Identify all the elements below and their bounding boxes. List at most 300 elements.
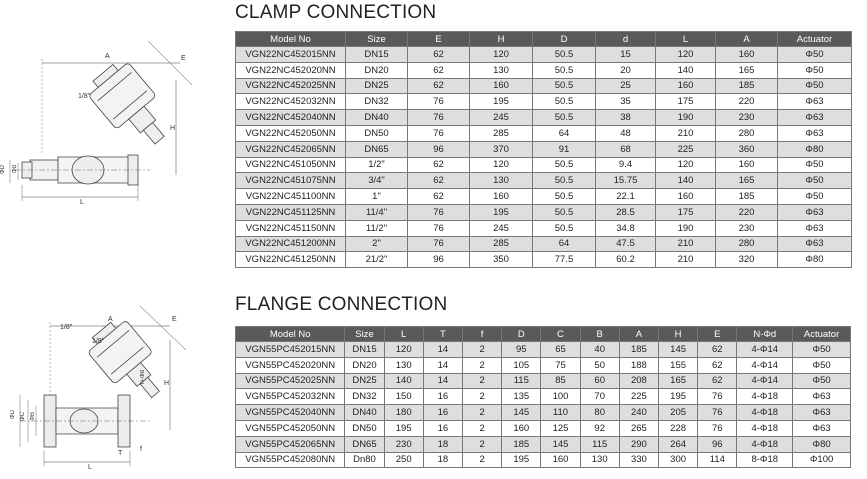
table-cell: 25 [596,78,656,94]
clamp-dim-d-outer: ΦD [0,165,6,175]
column-header: C [541,327,580,342]
table-cell: 50.5 [533,189,596,205]
table-cell: 195 [470,94,533,110]
table-cell: 165 [659,373,698,389]
table-cell: VGN55PC452040NN [236,405,345,421]
table-cell: 1" [346,189,408,205]
table-row [236,420,851,436]
column-header: D [533,32,596,47]
table-row [236,405,851,421]
table-cell: 165 [716,173,778,189]
table-cell: 16 [423,420,462,436]
table-cell: Φ63 [793,389,851,405]
table-cell: 210 [656,252,716,268]
table-cell: DN50 [345,420,384,436]
table-cell: 95 [502,342,541,358]
table-cell: 50.5 [533,220,596,236]
table-cell: DN20 [345,357,384,373]
table-cell: VGN22NC451050NN [236,157,346,173]
table-cell: DN15 [346,47,408,63]
table-cell: 190 [656,110,716,126]
table-cell: Φ50 [778,173,852,189]
table-cell: 14 [423,357,462,373]
table-cell: 185 [502,436,541,452]
table-cell: 114 [698,452,737,468]
table-row [236,357,851,373]
table-cell: 165 [716,62,778,78]
table-cell: 230 [716,220,778,236]
table-cell: 240 [619,405,658,421]
table-cell: 225 [656,141,716,157]
table-cell: 264 [659,436,698,452]
table-cell: 76 [408,110,470,126]
table-cell: DN15 [345,342,384,358]
table-row [236,94,852,110]
table-cell: 76 [408,236,470,252]
table-cell: Φ50 [778,47,852,63]
table-cell: 8-Φ18 [737,452,793,468]
table-cell: 145 [659,342,698,358]
column-header: Actuator [778,32,852,47]
table-cell: 140 [656,62,716,78]
table-cell: DN25 [346,78,408,94]
table-cell: 96 [408,141,470,157]
table-cell: VGN22NC451200NN [236,236,346,252]
table-cell: 160 [470,78,533,94]
table-cell: 15 [596,47,656,63]
table-cell: DN32 [346,94,408,110]
table-cell: Φ63 [778,236,852,252]
table-cell: 75 [541,357,580,373]
table-cell: 175 [656,204,716,220]
table-cell: 130 [470,62,533,78]
column-header: E [698,327,737,342]
table-cell: 38 [596,110,656,126]
flange-dim-t: T [118,450,123,457]
table-cell: 2 [462,436,501,452]
table-cell: 4-Φ18 [737,389,793,405]
table-cell: 40 [580,342,619,358]
table-cell: 210 [656,125,716,141]
table-cell: 21/2" [346,252,408,268]
flange-dim-a: A [108,316,113,323]
table-row [236,373,851,389]
table-cell: 160 [656,189,716,205]
table-cell: 4-Φ14 [737,342,793,358]
table-cell: VGN22NC451125NN [236,204,346,220]
table-cell: 50.5 [533,62,596,78]
table-cell: 62 [408,62,470,78]
table-cell: 28.5 [596,204,656,220]
clamp-dim-e: E [181,55,186,62]
table-cell: Φ63 [778,220,852,236]
table-row [236,62,852,78]
table-cell: 50.5 [533,110,596,126]
table-cell: 50.5 [533,94,596,110]
flange-section-title: FLANGE CONNECTION [235,294,448,315]
table-cell: 115 [580,436,619,452]
column-header: B [580,327,619,342]
table-cell: 50.5 [533,47,596,63]
flange-dim-c: ΦC [20,412,26,422]
table-row [236,389,851,405]
table-cell: Φ50 [778,189,852,205]
column-header: d [596,32,656,47]
table-cell: 50.5 [533,157,596,173]
table-cell: 160 [502,420,541,436]
table-cell: DN50 [346,125,408,141]
table-cell: 185 [716,78,778,94]
column-header: A [716,32,778,47]
table-cell: 96 [408,252,470,268]
table-cell: Φ50 [778,157,852,173]
table-cell: DN65 [346,141,408,157]
clamp-valve-drawing [0,35,200,215]
column-header: D [502,327,541,342]
table-cell: 285 [470,125,533,141]
table-cell: VGN22NC452050NN [236,125,346,141]
table-cell: 18 [423,436,462,452]
table-cell: 4-Φ18 [737,436,793,452]
table-cell: 180 [384,405,423,421]
table-cell: 370 [470,141,533,157]
table-cell: 105 [502,357,541,373]
flange-table-body [236,342,851,468]
table-cell: 160 [656,78,716,94]
table-cell: 208 [619,373,658,389]
table-row [236,173,852,189]
table-cell: 190 [656,220,716,236]
table-cell: 110 [541,405,580,421]
table-cell: 265 [619,420,658,436]
table-cell: VGN55PC452032NN [236,389,345,405]
table-cell: 185 [619,342,658,358]
table-row [236,220,852,236]
clamp-dim-d-inner: Φd [12,165,18,174]
table-cell: VGN55PC452065NN [236,436,345,452]
table-cell: 210 [656,236,716,252]
table-cell: 185 [716,189,778,205]
flange-dim-f: f [140,446,142,453]
table-cell: Φ100 [793,452,851,468]
table-cell: 228 [659,420,698,436]
table-cell: 320 [716,252,778,268]
column-header: Size [345,327,384,342]
flange-dim-b: ΦB [30,412,36,421]
table-cell: 62 [408,173,470,189]
table-cell: 76 [698,420,737,436]
table-cell: 22.1 [596,189,656,205]
column-header: E [408,32,470,47]
table-cell: 50.5 [533,204,596,220]
table-row [236,436,851,452]
table-cell: 130 [384,357,423,373]
table-cell: 16 [423,389,462,405]
table-cell: 62 [698,357,737,373]
flange-dim-nd: N-Φd [140,370,146,385]
table-cell: 230 [716,110,778,126]
table-cell: 76 [698,389,737,405]
table-cell: 64 [533,125,596,141]
table-cell: Φ63 [793,420,851,436]
table-cell: 92 [580,420,619,436]
table-cell: 130 [580,452,619,468]
table-row [236,204,852,220]
flange-table [235,326,851,468]
table-cell: 195 [502,452,541,468]
table-cell: 205 [659,405,698,421]
table-cell: Φ80 [778,141,852,157]
table-cell: 50.5 [533,78,596,94]
table-cell: 85 [541,373,580,389]
table-cell: 14 [423,342,462,358]
table-cell: 76 [408,94,470,110]
column-header: Model No [236,32,346,47]
table-cell: DN65 [345,436,384,452]
table-cell: Φ63 [793,405,851,421]
table-row [236,125,852,141]
column-header: A [619,327,658,342]
table-cell: 76 [408,204,470,220]
table-cell: VGN22NC451075NN [236,173,346,189]
flange-valve-drawing [0,300,200,475]
table-cell: 175 [656,94,716,110]
table-cell: 80 [580,405,619,421]
table-cell: Φ63 [778,110,852,126]
table-cell: 14 [423,373,462,389]
table-cell: 16 [423,405,462,421]
table-cell: 64 [533,236,596,252]
clamp-header-row [236,32,852,47]
table-cell: 225 [619,389,658,405]
table-cell: 160 [716,157,778,173]
column-header: H [470,32,533,47]
flange-thread-inner: 1/8" [92,338,105,345]
column-header: Size [346,32,408,47]
column-header: L [384,327,423,342]
table-cell: 160 [716,47,778,63]
table-cell: 330 [619,452,658,468]
table-cell: 60.2 [596,252,656,268]
table-row [236,236,852,252]
flange-dim-h: H [164,380,170,387]
table-cell: Φ63 [778,125,852,141]
table-cell: 76 [408,125,470,141]
table-cell: 280 [716,125,778,141]
table-cell: VGN22NC451150NN [236,220,346,236]
flange-thread-outer: 1/8" [60,324,73,331]
table-row [236,157,852,173]
table-cell: 245 [470,220,533,236]
table-cell: Φ80 [778,252,852,268]
table-cell: VGN55PC452050NN [236,420,345,436]
column-header: Model No [236,327,345,342]
flange-dim-d: ΦD [10,410,16,420]
table-cell: 135 [502,389,541,405]
table-cell: 300 [659,452,698,468]
table-row [236,189,852,205]
table-cell: 15.75 [596,173,656,189]
table-cell: 11/4" [346,204,408,220]
table-cell: 350 [470,252,533,268]
table-cell: VGN55PC452020NN [236,357,345,373]
table-cell: VGN55PC452025NN [236,373,345,389]
table-cell: 2 [462,357,501,373]
table-cell: 2 [462,373,501,389]
table-cell: 195 [384,420,423,436]
table-cell: VGN22NC452015NN [236,47,346,63]
table-cell: 188 [619,357,658,373]
table-cell: DN32 [345,389,384,405]
table-cell: 125 [541,420,580,436]
table-row [236,78,852,94]
table-cell: Φ63 [778,204,852,220]
table-cell: 62 [698,342,737,358]
table-cell: Φ80 [793,436,851,452]
table-cell: 120 [470,47,533,63]
table-cell: DN40 [345,405,384,421]
table-cell: 155 [659,357,698,373]
table-cell: 77.5 [533,252,596,268]
column-header: N-Φd [737,327,793,342]
table-cell: 120 [384,342,423,358]
table-cell: 220 [716,94,778,110]
table-cell: 96 [698,436,737,452]
table-cell: 62 [408,78,470,94]
table-cell: VGN55PC452080NN [236,452,345,468]
table-cell: VGN22NC451100NN [236,189,346,205]
table-cell: 360 [716,141,778,157]
clamp-table-body [236,47,852,268]
table-cell: 11/2" [346,220,408,236]
table-cell: 120 [656,157,716,173]
table-cell: VGN22NC452065NN [236,141,346,157]
table-cell: Φ50 [778,78,852,94]
table-cell: 4-Φ18 [737,420,793,436]
table-cell: 2 [462,389,501,405]
table-cell: 120 [656,47,716,63]
table-cell: 9.4 [596,157,656,173]
table-cell: 115 [502,373,541,389]
table-cell: 145 [541,436,580,452]
table-cell: 1/2" [346,157,408,173]
table-cell: 230 [384,436,423,452]
table-cell: Φ63 [778,94,852,110]
table-cell: 76 [698,405,737,421]
clamp-dim-l: L [80,199,84,206]
table-cell: 4-Φ18 [737,405,793,421]
table-cell: 68 [596,141,656,157]
table-cell: Dn80 [345,452,384,468]
table-cell: 62 [698,373,737,389]
clamp-table [235,31,852,268]
column-header: L [656,32,716,47]
clamp-dim-a: A [105,53,110,60]
table-cell: 47.5 [596,236,656,252]
column-header: Actuator [793,327,851,342]
table-cell: 50.5 [533,173,596,189]
table-cell: 160 [470,189,533,205]
table-cell: 100 [541,389,580,405]
table-row [236,252,852,268]
table-cell: 250 [384,452,423,468]
table-cell: 76 [408,220,470,236]
table-row [236,110,852,126]
flange-dim-l: L [88,464,92,471]
table-cell: 2 [462,420,501,436]
table-cell: 34.8 [596,220,656,236]
table-cell: 35 [596,94,656,110]
table-row [236,452,851,468]
table-cell: 20 [596,62,656,78]
table-cell: 280 [716,236,778,252]
table-cell: VGN22NC452040NN [236,110,346,126]
clamp-dim-h: H [170,125,176,132]
table-cell: Φ50 [793,373,851,389]
column-header: H [659,327,698,342]
table-cell: 60 [580,373,619,389]
table-cell: 195 [470,204,533,220]
table-cell: 290 [619,436,658,452]
table-cell: VGN55PC452015NN [236,342,345,358]
table-row [236,141,852,157]
table-cell: 140 [384,373,423,389]
table-cell: 145 [502,405,541,421]
table-cell: 18 [423,452,462,468]
table-cell: Φ50 [778,62,852,78]
table-cell: 2 [462,342,501,358]
table-cell: 65 [541,342,580,358]
table-cell: 62 [408,189,470,205]
table-cell: 70 [580,389,619,405]
clamp-section-title: CLAMP CONNECTION [235,2,437,23]
table-cell: 285 [470,236,533,252]
flange-dim-e: E [172,316,177,323]
table-cell: 245 [470,110,533,126]
table-cell: 2 [462,452,501,468]
table-cell: DN40 [346,110,408,126]
table-cell: 62 [408,157,470,173]
table-cell: 3/4" [346,173,408,189]
table-row [236,342,851,358]
table-cell: 2 [462,405,501,421]
table-cell: 160 [541,452,580,468]
table-cell: 4-Φ14 [737,357,793,373]
column-header: f [462,327,501,342]
table-cell: Φ50 [793,357,851,373]
table-cell: 150 [384,389,423,405]
table-cell: 4-Φ14 [737,373,793,389]
flange-header-row [236,327,851,342]
table-cell: 48 [596,125,656,141]
table-cell: Φ50 [793,342,851,358]
table-cell: 220 [716,204,778,220]
table-cell: 50 [580,357,619,373]
table-cell: DN25 [345,373,384,389]
table-cell: 120 [470,157,533,173]
table-cell: 140 [656,173,716,189]
table-cell: VGN22NC452032NN [236,94,346,110]
table-cell: VGN22NC452020NN [236,62,346,78]
clamp-thread-label: 1/8" [78,93,91,100]
table-cell: VGN22NC452025NN [236,78,346,94]
table-cell: 91 [533,141,596,157]
table-cell: 130 [470,173,533,189]
table-cell: 195 [659,389,698,405]
table-row [236,47,852,63]
table-cell: VGN22NC451250NN [236,252,346,268]
table-cell: DN20 [346,62,408,78]
